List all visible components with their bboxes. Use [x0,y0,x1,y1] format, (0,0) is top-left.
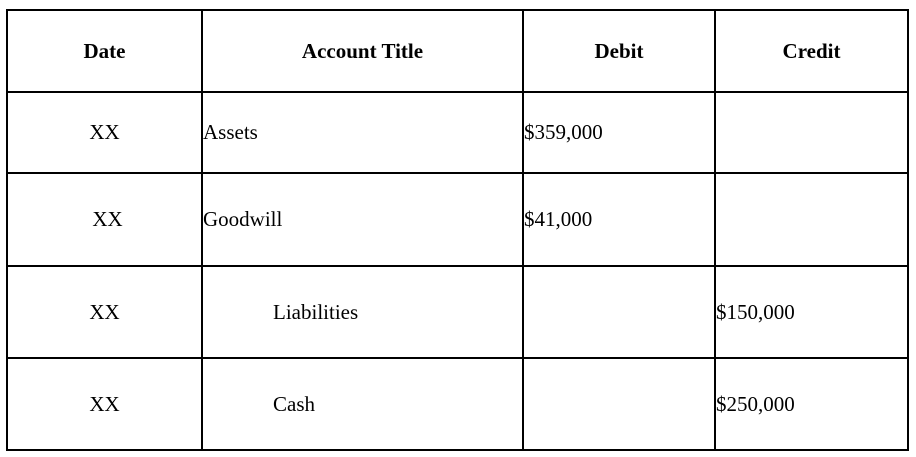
table-row [7,266,908,358]
credit-cell [715,92,908,173]
debit-cell: $359,000 [523,92,715,173]
account-title-cell: Assets [202,92,523,173]
date-cell: XX [7,266,202,358]
credit-cell: $250,000 [715,358,908,450]
date-cell: XX [7,173,202,266]
date-cell: XX [7,358,202,450]
account-title-header: Account Title [202,10,523,92]
date-cell: XX [7,92,202,173]
table-row [7,173,908,266]
account-title-cell: Goodwill [202,173,523,266]
date-header: Date [7,10,202,92]
journal-entry-table [6,9,909,451]
debit-cell [523,266,715,358]
debit-cell: $41,000 [523,173,715,266]
table-row [7,358,908,450]
debit-cell [523,358,715,450]
account-title-cell: Cash [202,358,523,450]
credit-cell [715,173,908,266]
table-row [7,92,908,173]
table-header-row [7,10,908,92]
credit-cell: $150,000 [715,266,908,358]
credit-header: Credit [715,10,908,92]
debit-header: Debit [523,10,715,92]
account-title-cell: Liabilities [202,266,523,358]
